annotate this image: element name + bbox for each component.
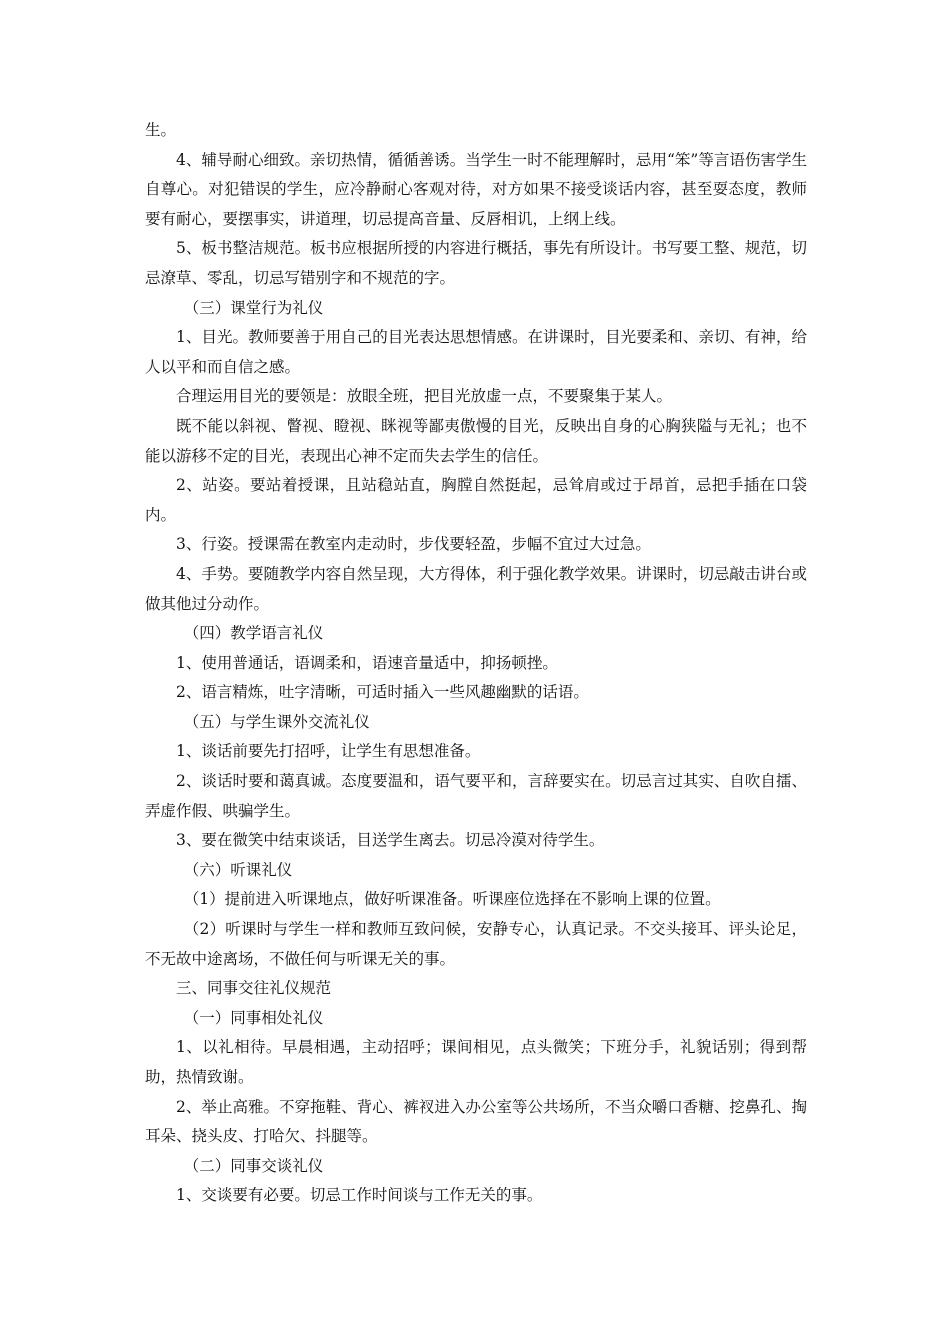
- paragraph-mandarin: 1、使用普通话，语调柔和，语速音量适中，抑扬顿挫。: [176, 653, 558, 672]
- document-body: [145, 116, 807, 1211]
- paragraph-arrive-early: （1）提前进入听课地点，做好听课准备。听课座位选择在不影响上课的位置。: [183, 890, 721, 909]
- paragraph-courtesy: 1、以礼相待。早晨相遇，主动招呼；课间相见，点头微笑；下班分手，礼貌话别；得到帮助，热情致谢。: [145, 1038, 807, 1086]
- paragraph-standing: 2、站姿。要站着授课，且站稳站直，胸膛自然挺起，忌耸肩或过于昂首，忌把手插在口袋内。: [145, 476, 807, 524]
- paragraph-gaze-method: 合理运用目光的要领是：放眼全班，把目光放虚一点，不要聚集于某人。: [176, 387, 673, 406]
- paragraph-walking: 3、行姿。授课需在教室内走动时，步伐要轻盈，步幅不宜过大过急。: [176, 535, 651, 554]
- paragraph-blackboard: 5、板书整洁规范。板书应根据所授的内容进行概括，事先有所设计。书写要工整、规范，切忌潦草、零乱，切忌写错别字和不规范的字。: [145, 239, 807, 287]
- section-heading-colleague-conversation: （二）同事交谈礼仪: [183, 1156, 324, 1175]
- paragraph-tutoring: 4、辅导耐心细致。亲切热情，循循善诱。当学生一时不能理解时，忌用“笨”等言语伤害学生自尊心。对犯错误的学生，应冷静耐心客观对待，对方如果不接受谈话内容，甚至耍态度，教师要有耐心，要摆事实，讲道理，切忌提高音量、反唇相讥，上纲上线。: [145, 150, 807, 228]
- paragraph-concise-language: 2、语言精炼，吐字清晰，可适时插入一些风趣幽默的话语。: [176, 683, 589, 702]
- paragraph-observe-quietly: （2）听课时与学生一样和教师互致问候，安静专心，认真记录。不交头接耳、评头论足，不无故中途离场，不做任何与听课无关的事。: [145, 920, 807, 968]
- paragraph-continuation: 生。: [145, 121, 177, 139]
- paragraph-necessary-conversation: 1、交谈要有必要。切忌工作时间谈与工作无关的事。: [176, 1186, 543, 1205]
- section-heading-lesson-observation: （六）听课礼仪: [183, 860, 293, 879]
- paragraph-greet-first: 1、谈话前要先打招呼，让学生有思想准备。: [176, 742, 481, 761]
- paragraph-elegant-manners: 2、举止高雅。不穿拖鞋、背心、裤衩进入办公室等公共场所，不当众嚼口香糖、挖鼻孔、掏耳朵、挠头皮、打哈欠、抖腿等。: [145, 1097, 807, 1146]
- section-heading-colleague-relations: （一）同事相处礼仪: [183, 1008, 324, 1027]
- paragraph-gaze-avoid: 既不能以斜视、瞥视、瞪视、眯视等鄙夷傲慢的目光，反映出自身的心胸狭隘与无礼；也不能以游移不定的目光，表现出心神不定而失去学生的信任。: [145, 416, 807, 465]
- paragraph-gestures: 4、手势。要随教学内容自然呈现，大方得体，利于强化教学效果。讲课时，切忌敲击讲台或做其他过分动作。: [145, 564, 807, 613]
- paragraph-sincere: 2、谈话时要和蔼真诚。态度要温和，语气要平和，言辞要实在。切忌言过其实、自吹自擂、弄虚作假、哄骗学生。: [145, 772, 807, 820]
- paragraph-gaze: 1、目光。教师要善于用自己的目光表达思想情感。在讲课时，目光要柔和、亲切、有神，给人以平和而自信之感。: [145, 328, 807, 376]
- section-heading-student-communication: （五）与学生课外交流礼仪: [183, 712, 370, 731]
- section-heading-colleague-etiquette: 三、同事交往礼仪规范: [176, 979, 332, 998]
- section-heading-teaching-language: （四）教学语言礼仪: [183, 624, 324, 643]
- paragraph-smile-end: 3、要在微笑中结束谈话，目送学生离去。切忌冷漠对待学生。: [176, 831, 605, 850]
- section-heading-classroom-behavior: （三）课堂行为礼仪: [183, 298, 324, 317]
